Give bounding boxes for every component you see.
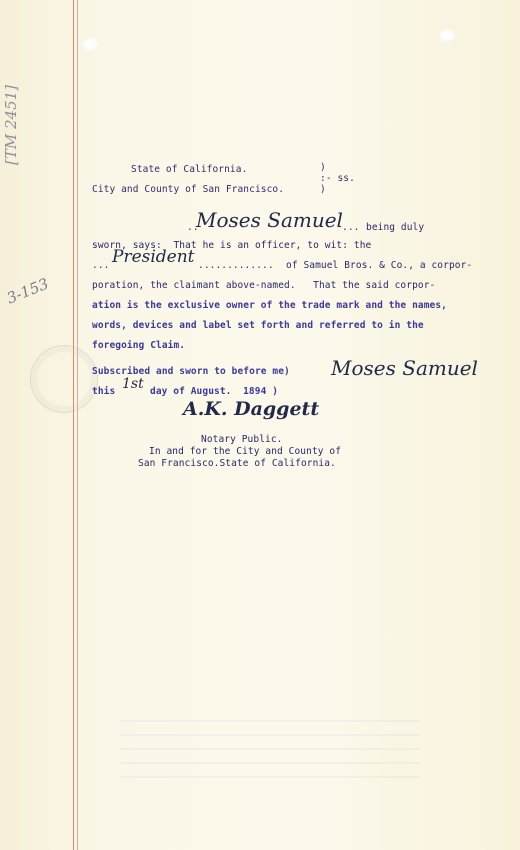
affiant-dots-left: .. bbox=[187, 222, 199, 233]
margin-note: 3-153 bbox=[4, 274, 52, 308]
body-line-5: ation is the exclusive owner of the trade mark and the names, bbox=[92, 300, 447, 311]
jurat-this: this bbox=[92, 386, 116, 397]
notary-signature: A.K. Daggett bbox=[183, 398, 320, 420]
notary-title: Notary Public. bbox=[201, 434, 283, 445]
jurat-signature: Moses Samuel bbox=[331, 356, 478, 380]
body-line-6: words, devices and label set forth and referred to in the bbox=[92, 320, 424, 331]
body-line-1: being duly bbox=[366, 222, 425, 233]
venue-bracket-bottom: ) bbox=[320, 184, 326, 195]
jurat-line-2: day of August. 1894 ) bbox=[150, 386, 279, 397]
venue-state: State of California. bbox=[131, 164, 248, 175]
body-line-3: of Samuel Bros. & Co., a corpor- bbox=[286, 260, 473, 271]
margin-rule-left bbox=[73, 0, 74, 850]
margin-rule-left-inner bbox=[77, 0, 78, 850]
jurat-line-1: Subscribed and sworn to before me) bbox=[92, 366, 290, 377]
punch-hole-left bbox=[84, 40, 96, 49]
venue-bracket-top: ) bbox=[320, 162, 326, 173]
venue-ss: :- ss. bbox=[320, 173, 355, 184]
officer-dots-right: ............. bbox=[198, 260, 274, 271]
embossed-seal bbox=[30, 345, 98, 413]
side-annotation: [TM 2451] bbox=[2, 84, 20, 165]
notary-line-2: San Francisco.State of California. bbox=[138, 458, 336, 469]
body-line-7: foregoing Claim. bbox=[92, 340, 186, 351]
faint-bleedthrough bbox=[120, 720, 420, 780]
venue-county: City and County of San Francisco. bbox=[92, 184, 285, 195]
officer-title-handwritten: President bbox=[112, 247, 195, 267]
jurat-day-handwritten: 1st bbox=[122, 376, 144, 392]
affiant-signature: Moses Samuel bbox=[196, 208, 343, 232]
notary-line-1: In and for the City and County of bbox=[149, 446, 342, 457]
affiant-dots-right: ... bbox=[342, 222, 360, 233]
punch-hole-right bbox=[441, 31, 453, 40]
officer-dots-left: ... bbox=[92, 260, 110, 271]
body-line-2: sworn, says: That he is an officer, to wit: the bbox=[92, 240, 372, 251]
body-line-4: poration, the claimant above-named. That the said corpor- bbox=[92, 280, 436, 291]
